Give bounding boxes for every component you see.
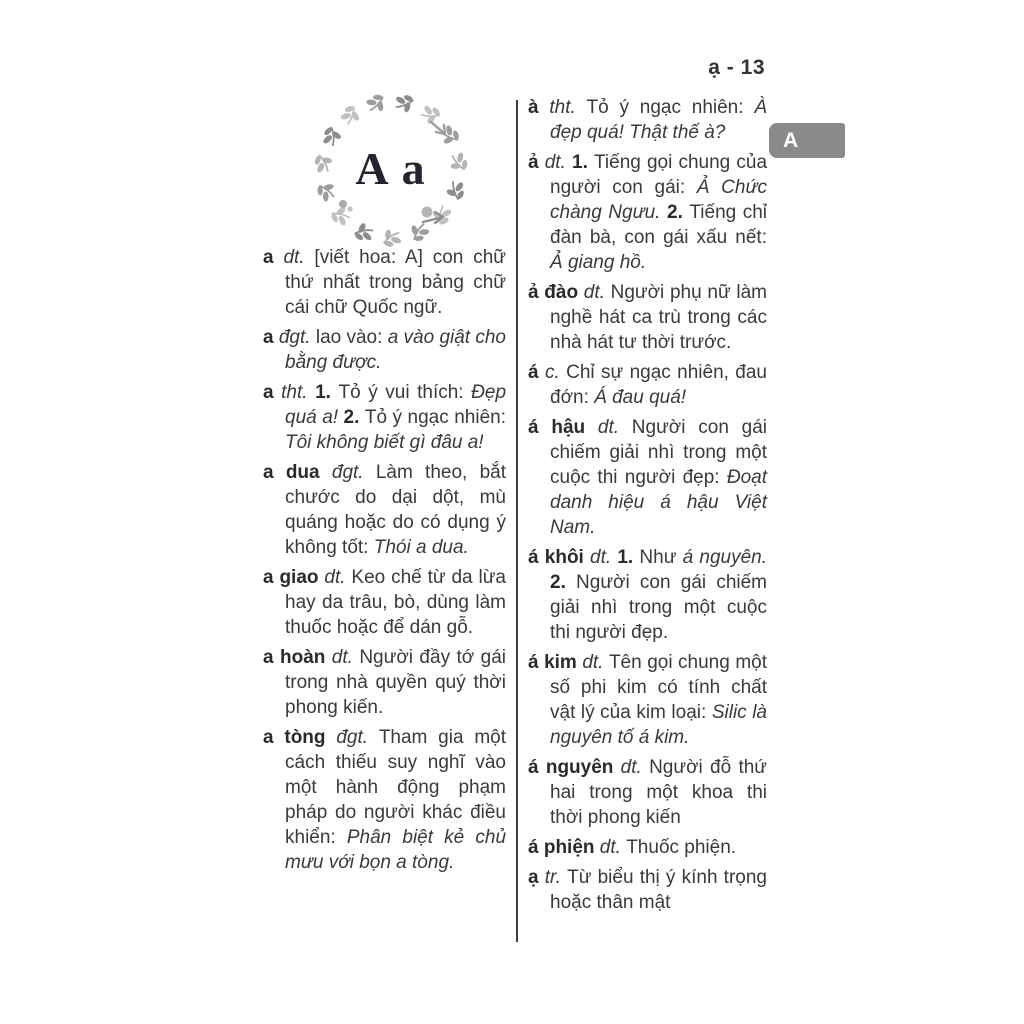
column-divider — [516, 100, 518, 942]
dictionary-entry: á c. Chỉ sự ngạc nhiên, đau đớn: Á đau quá! — [528, 362, 767, 408]
right-column — [528, 95, 767, 920]
dictionary-entry: ả đào dt. Người phụ nữ làm nghề hát ca trù trong các nhà hát tư thời trước. — [528, 282, 767, 353]
dictionary-entry: a giao dt. Keo chế từ da lừa hay da trâu, bò, dùng làm thuốc hoặc để dán gỗ. — [263, 567, 507, 638]
left-column-entries — [263, 245, 506, 875]
section-heading: A a — [355, 143, 427, 194]
dictionary-entry: á hậu dt. Người con gái chiếm giải nhì trong một cuộc thi người đẹp: Đoạt danh hiệu á hậu Việt Nam. — [528, 417, 768, 538]
page-header: ạ - 13 — [708, 56, 765, 79]
dictionary-entry: à tht. Tỏ ý ngạc nhiên: À đẹp quá! Thật thế à? — [528, 97, 767, 143]
dictionary-entry: a dua đgt. Làm theo, bắt chước do dại dột, mù quáng hoặc do có dụng ý không tốt: Thói a dua. — [263, 462, 506, 558]
thumb-index-tab — [769, 123, 845, 158]
dictionary-entry: á khôi dt. 1. Như á nguyên. 2. Người con gái chiếm giải nhì trong một cuộc thi người đẹp. — [528, 547, 768, 643]
dictionary-entry: á kim dt. Tên gọi chung một số phi kim có tính chất vật lý của kim loại: Silic là nguyên tố á kim. — [528, 652, 767, 748]
dictionary-entry: a hoàn dt. Người đầy tớ gái trong nhà quyền quý thời phong kiến. — [263, 647, 506, 718]
dictionary-entry: a đgt. lao vào: a vào giật cho bằng được. — [263, 327, 506, 373]
dictionary-entry: a tòng đgt. Tham gia một cách thiếu suy nghĩ vào một hành động phạm pháp do người khác điều khiển: Phân biệt kẻ chủ mưu với bọn a tòng. — [263, 727, 507, 873]
dictionary-entry: ả dt. 1. Tiếng gọi chung của người con gái: Ả Chức chàng Ngưu. 2. Tiếng chỉ đàn bà, con gái xấu nết: Ả giang hồ. — [528, 152, 768, 273]
dictionary-entry: a tht. 1. Tỏ ý vui thích: Đẹp quá a! 2. Tỏ ý ngạc nhiên: Tôi không biết gì đâu a! — [263, 382, 507, 453]
dictionary-entry: á nguyên dt. Người đỗ thứ hai trong một khoa thi thời phong kiến — [528, 757, 768, 828]
right-column-entries — [528, 95, 767, 915]
dictionary-entry: ạ tr. Từ biểu thị ý kính trọng hoặc thân mật — [528, 867, 767, 913]
dictionary-entry: a dt. [viết hoa: A] con chữ thứ nhất trong bảng chữ cái chữ Quốc ngữ. — [263, 247, 506, 318]
dictionary-entry: á phiện dt. Thuốc phiện. — [528, 837, 737, 858]
thumb-tab-letter: A — [783, 128, 799, 152]
left-column — [263, 245, 506, 880]
